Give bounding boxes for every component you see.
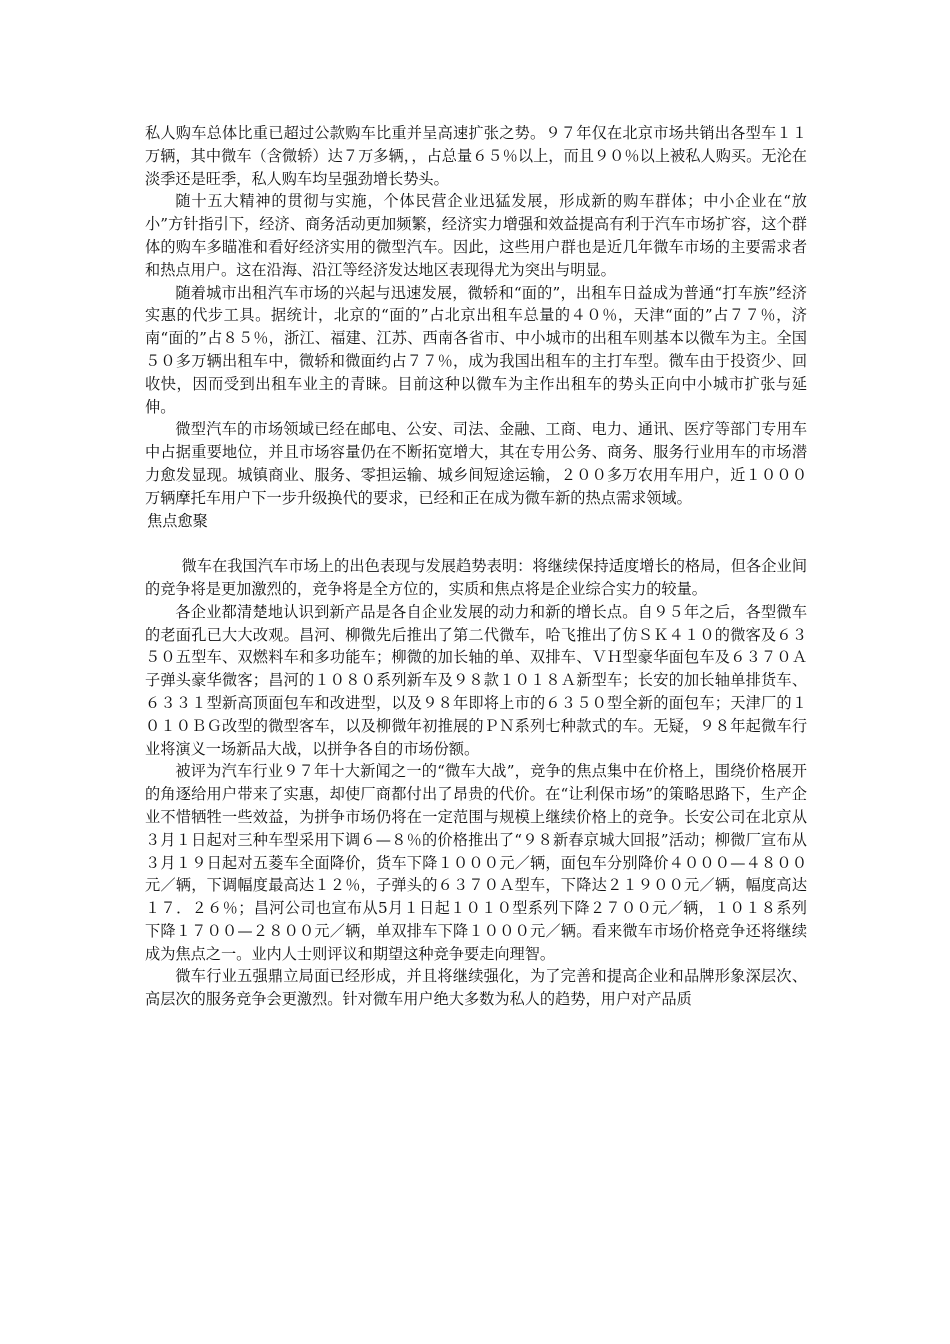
paragraph-special-vehicles: 微型汽车的市场领域已经在邮电、公安、司法、金融、工商、电力、通讯、医疗等部门专用车中占据重要地位，并且市场容量仍在不断拓宽增大，其在专用公务、商务、服务行业用车的市场潜力愈发显现。城镇商业、服务、零担运输、城乡间短途运输，２００多万农用车用户，近１０００万辆摩托车用户下一步升级换代的要求，已经和正在成为微车新的热点需求领域。 <box>145 420 807 507</box>
paragraph-private-purchase: 私人购车总体比重已超过公款购车比重并呈高速扩张之势。９７年仅在北京市场共销出各型车１１万辆，其中微车（含微轿）达７万多辆，，占总量６５％以上，而且９０％以上被私人购买。无沦在淡季还是旺季，私人购车均呈强劲增长势头。 <box>145 124 807 188</box>
section-heading: 焦点愈聚 <box>147 511 208 530</box>
document-page <box>145 122 807 1011</box>
blank-line <box>145 532 807 555</box>
paragraph-taxi-market: 随着城市出租汽车市场的兴起与迅速发展，微轿和“面的”，出租车日益成为普通“打车族”经济实惠的代步工具。据统计，北京的“面的”占北京出租车总量的４０％，天津“面的”占７７％，济南“面的”占８５％，浙江、福建、江苏、西南各省市、中小城市的出租车则基本以微车为主。全国５０多万辆出租车中，微轿和微面约占７７％，成为我国出租车的主打车型。微车由于投资少、回收快，因而受到出租车业主的青睐。目前这种以微车为主作出租车的势头正向中小城市扩张与延伸。 <box>145 283 807 416</box>
paragraph-private-enterprise: 随十五大精神的贯彻与实施，个体民营企业迅猛发展，形成新的购车群体；中小企业在“放小”方针指引下，经济、商务活动更加频繁，经济实力增强和效益提高有利于汽车市场扩容，这个群体的购车多瞄准和看好经济实用的微型汽车。因此，这些用户群也是近几年微车市场的主要需求者和热点用户。这在沿海、沿江等经济发达地区表现得尤为突出与明显。 <box>145 192 807 279</box>
paragraph-intro: 微车在我国汽车市场上的出色表现与发展趋势表明：将继续保持适度增长的格局，但各企业间的竞争将是更加激烈的，竞争将是全方位的，实质和焦点将是企业综合实力的较量。 <box>145 557 807 598</box>
paragraph-service-competition: 微车行业五强鼎立局面已经形成，并且将继续强化，为了完善和提高企业和品牌形象深层次、高层次的服务竞争会更激烈。针对微车用户绝大多数为私人的趋势，用户对产品质 <box>145 967 807 1009</box>
paragraph-new-products: 各企业都清楚地认识到新产品是各自企业发展的动力和新的增长点。自９５年之后，各型微车的老面孔已大大改观。昌河、柳微先后推出了第二代微车，哈飞推出了仿ＳＫ４１０的微客及６３５０五型车、双燃料车和多功能车；柳微的加长轴的单、双排车、ＶＨ型豪华面包车及６３７０Ａ子弹头豪华微客；昌河的１０８０系列新车及９８款１０１８Ａ新型车；长安的加长轴单排货车、６３３１型新高顶面包车和改进型，以及９８年即将上市的６３５０型全新的面包车；天津厂的１０１０ＢＧ改型的微型客车，以及柳微年初推展的ＰＮ系列七种款式的车。无疑，９８年起微车行业将演义一场新品大战，以拼争各自的市场份额。 <box>145 602 807 758</box>
paragraph-price-war: 被评为汽车行业９７年十大新闻之一的“微车大战”，竞争的焦点集中在价格上，围绕价格展开的角逐给用户带来了实惠，却使厂商都付出了昂贵的代价。在“让利保市场”的策略思路下，生产企业不惜牺牲一些效益，为拼争市场仍将在一定范围与规模上继续价格上的竞争。长安公司在北京从３月１日起对三种车型采用下调６—８％的价格推出了“９８新春京城大回报”活动；柳微厂宣布从３月１９日起对五菱车全面降价，货车下降１０００元／辆，面包车分别降价４０００—４８００元／辆，下调幅度最高达１２％，子弹头的６３７０Ａ型车，下降达２１９００元／辆，幅度高达１７．２６％；昌河公司也宣布从5月１日起１０１０型系列下降２７００元／辆，１０１８系列下降１７００—２８００元／辆，单双排车下降１０００元／辆。看来微车市场价格竞争还将继续成为焦点之一。业内人士则评议和期望这种竞争要走向理智。 <box>145 762 807 963</box>
